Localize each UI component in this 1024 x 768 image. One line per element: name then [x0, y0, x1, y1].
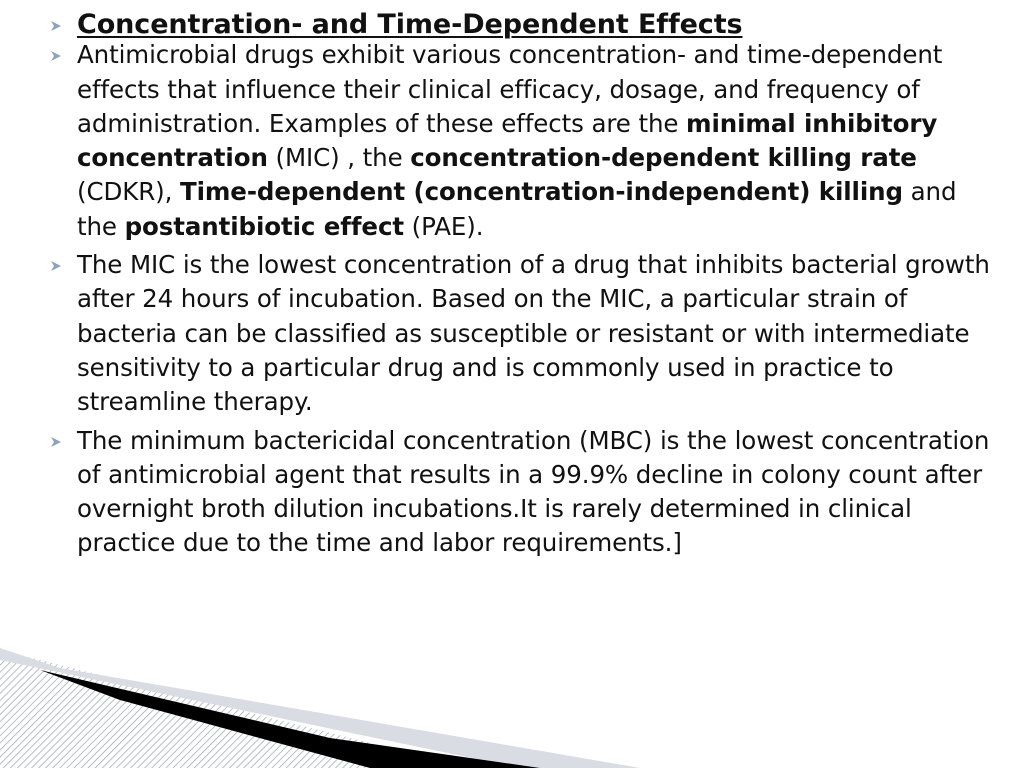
bullet-arrow-icon	[50, 424, 64, 458]
term-cdkr: concentration-dependent killing rate	[410, 143, 917, 173]
term-time-dependent: Time-dependent (concentration-independent) killing	[179, 177, 903, 207]
bullet-arrow-icon	[50, 248, 64, 282]
effects-text-4: and the	[77, 177, 957, 241]
effects-text-3: (CDKR),	[77, 177, 180, 207]
effects-text-5: (PAE).	[403, 211, 484, 241]
mic-text: The MIC is the lowest concentration of a drug that inhibits bacterial growth after 24 hours of incubation. Based on the MIC, a particular strain of bacteria can be classified as susceptible or resistant or with intermediate sensitivity to a particular drug and is commonly used in practice to streamline therapy.	[77, 250, 990, 417]
light-stripe	[0, 648, 640, 768]
bullet-heading	[0, 8, 1024, 42]
effects-text-2: (MIC) , the	[267, 143, 411, 173]
bullet-mbc	[0, 424, 1024, 561]
bullet-arrow-icon	[50, 8, 64, 42]
bullet-arrow-icon	[50, 38, 64, 72]
bullet-effects	[0, 38, 1024, 244]
slide-heading: Concentration- and Time-Dependent Effects	[77, 9, 743, 40]
bullet-mic	[0, 248, 1024, 419]
dark-stripe	[40, 670, 540, 768]
term-mic: minimal inhibitory concentration	[77, 108, 938, 173]
effects-text-1: Antimicrobial drugs exhibit various concentration- and time-dependent effects that influence their clinical efficacy, dosage, and frequency of administration. Examples of these effects are the	[77, 40, 943, 138]
term-pae: postantibiotic effect	[124, 211, 404, 241]
hatched-wedge	[0, 650, 470, 768]
mbc-text: The minimum bactericidal concentration (MBC) is the lowest concentration of antimicrobial agent that results in a 99.9% decline in colony count after overnight broth dilution incubations.It is rarely determined in clinical practice due to the time and labor requirements.]	[77, 425, 990, 558]
